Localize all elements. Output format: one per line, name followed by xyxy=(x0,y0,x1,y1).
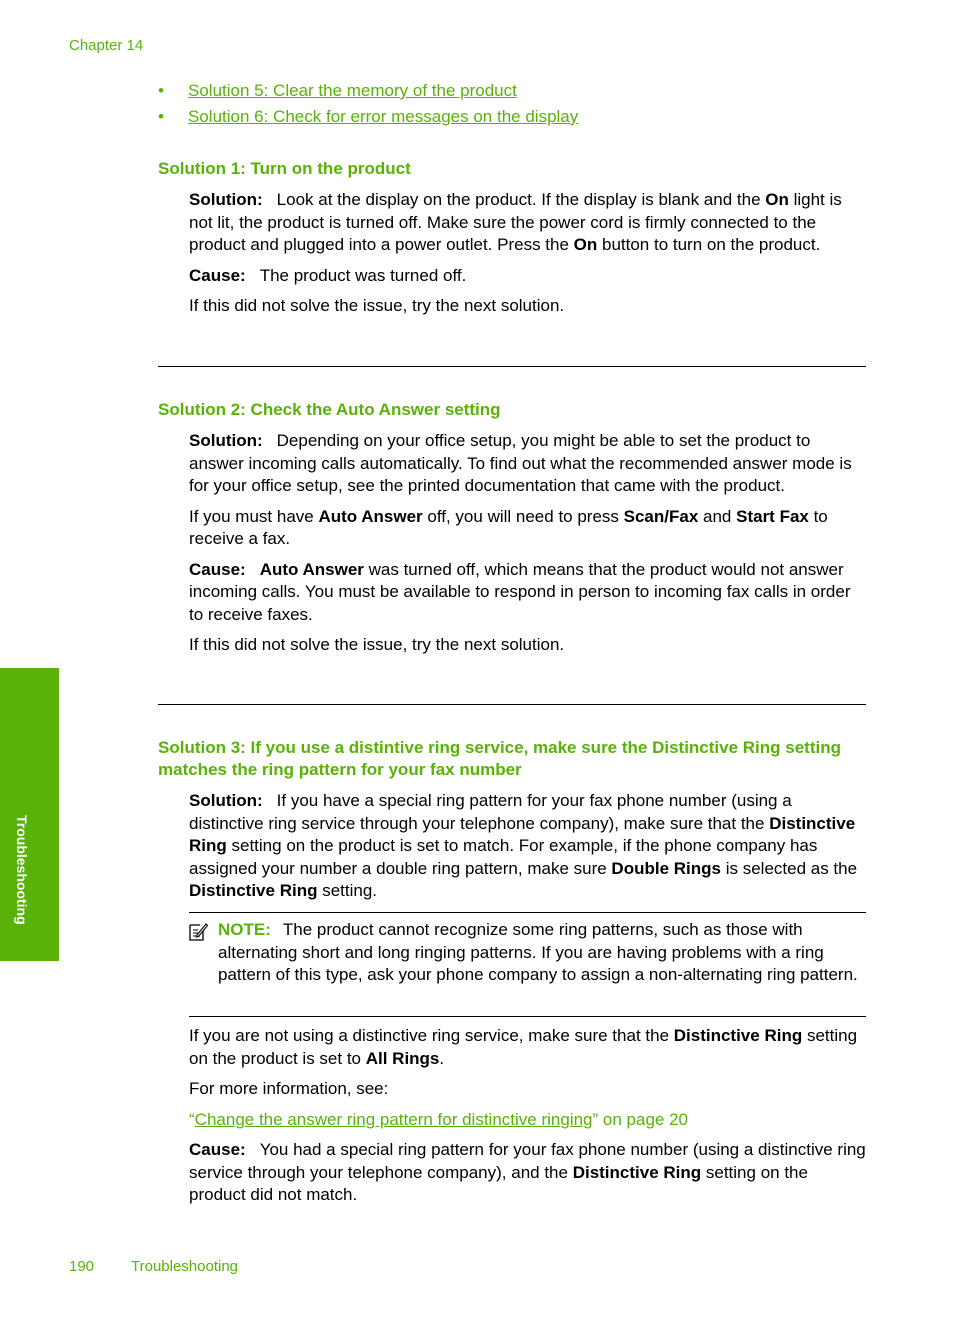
text: If you must have xyxy=(189,506,319,526)
on-button-ref: On xyxy=(573,235,598,254)
cross-reference xyxy=(189,1109,869,1132)
solution-3-heading: Solution 3: If you use a distintive ring service, make sure the Distinctive Ring setting matches the ring pattern for your fax number xyxy=(158,738,841,779)
distinctive-ring-ref: Distinctive Ring xyxy=(189,881,318,900)
side-tab-label: Troubleshooting xyxy=(14,815,30,925)
text: If you have a special ring pattern for your fax phone number (using a distinctive ring service through your telephone company), make sure that the xyxy=(189,791,792,833)
cause-label: Cause: xyxy=(189,1140,246,1159)
link-change-answer-ring-pattern[interactable]: Change the answer ring pattern for distinctive ringing xyxy=(194,1109,593,1129)
text: setting on the product is set to xyxy=(189,1026,858,1068)
divider xyxy=(158,366,866,367)
note-top-rule xyxy=(189,912,866,913)
auto-answer-ref: Auto Answer xyxy=(259,559,364,579)
note-label: NOTE: xyxy=(218,920,271,939)
text: “ xyxy=(189,1109,195,1129)
solution-3-body xyxy=(189,790,869,911)
solution-1-cause xyxy=(189,265,869,288)
text: button to turn on the product. xyxy=(597,235,821,254)
text: setting. xyxy=(317,881,378,900)
cause-label: Cause: xyxy=(189,265,246,285)
list-item xyxy=(158,107,858,133)
solution-label: Solution: xyxy=(189,791,263,810)
bullet: • xyxy=(158,81,164,100)
solution-2-text-2 xyxy=(189,506,869,551)
distinctive-ring-ref: Distinctive Ring xyxy=(189,813,856,855)
solution-link-list xyxy=(158,81,858,133)
text: setting on the product did not match. xyxy=(189,1162,808,1204)
divider xyxy=(158,704,866,705)
solution-2-body xyxy=(189,430,869,665)
double-rings-ref: Double Rings xyxy=(611,858,721,878)
chapter-header: Chapter 14 xyxy=(69,37,144,54)
on-button-ref: On xyxy=(765,190,789,209)
text: setting on the product is set to match. For example, if the phone company has assigned your number a double ring pattern, make sure xyxy=(189,836,818,878)
text: and xyxy=(698,506,737,526)
solution-1-body xyxy=(189,189,869,326)
text: is selected as the xyxy=(720,858,858,878)
list-item xyxy=(158,81,858,107)
solution-2-text xyxy=(189,430,869,498)
cause-label: Cause: xyxy=(189,559,246,579)
text: light is not lit, the product is turned off. Make sure the power cord is firmly connected to the product and plugged into a power outlet. Press the xyxy=(189,190,842,254)
text: If you are not using a distinctive ring service, make sure that the xyxy=(189,1026,674,1045)
more-info-text: For more information, see: xyxy=(189,1079,389,1098)
solution-3-text-2 xyxy=(189,1025,869,1070)
distinctive-ring-ref: Distinctive Ring xyxy=(572,1162,702,1182)
solution-1-heading: Solution 1: Turn on the product xyxy=(158,159,411,178)
text: Look at the display on the product. If the display is blank and the xyxy=(276,190,766,209)
text: Depending on your office setup, you might be able to set the product to answer incoming calls automatically. To find out what the recommended answer mode is for your office setup, see the printed documentation that came with the product. xyxy=(189,431,852,495)
solution-2-heading: Solution 2: Check the Auto Answer setting xyxy=(158,400,501,419)
solution-label: Solution: xyxy=(189,190,263,209)
text: . xyxy=(439,1048,445,1068)
text: to receive a fax. xyxy=(189,506,828,548)
page-number: 190 xyxy=(69,1258,95,1275)
solution-2-cause xyxy=(189,559,869,627)
text: was turned off, which means that the product would not answer incoming calls. You must be available to respond in person to incoming fax calls in order to receive faxes. xyxy=(189,559,851,624)
bullet: • xyxy=(158,107,164,126)
note-box xyxy=(218,919,868,987)
note-icon xyxy=(188,922,208,942)
solution-3-text xyxy=(189,790,869,903)
solution-3-cause xyxy=(189,1139,869,1207)
link-solution-5[interactable]: Solution 5: Clear the memory of the product xyxy=(188,81,517,100)
link-solution-6[interactable]: Solution 6: Check for error messages on the display xyxy=(188,107,579,126)
all-rings-ref: All Rings xyxy=(365,1048,440,1068)
solution-1-next: If this did not solve the issue, try the next solution. xyxy=(189,296,565,315)
solution-3-body-continued xyxy=(189,1025,869,1215)
text: The product was turned off. xyxy=(259,265,467,285)
text: ” on page 20 xyxy=(592,1109,688,1129)
text: You had a special ring pattern for your fax phone number (using a distinctive ring service through your telephone company), and the xyxy=(189,1140,866,1182)
footer-section: Troubleshooting xyxy=(131,1258,239,1275)
scan-fax-ref: Scan/Fax xyxy=(623,506,699,526)
distinctive-ring-ref: Distinctive Ring xyxy=(673,1026,803,1045)
solution-2-next: If this did not solve the issue, try the next solution. xyxy=(189,635,565,654)
text: off, you will need to press xyxy=(422,506,624,526)
auto-answer-ref: Auto Answer xyxy=(318,506,423,526)
solution-label: Solution: xyxy=(189,431,263,450)
note-bottom-rule xyxy=(189,1016,866,1017)
note-text: The product cannot recognize some ring patterns, such as those with alternating short and long ringing patterns. If you are having problems with a ring pattern of this type, ask your phone company to assign a non-alternating ring pattern. xyxy=(218,920,858,984)
solution-1-text xyxy=(189,189,869,257)
start-fax-ref: Start Fax xyxy=(736,506,809,526)
